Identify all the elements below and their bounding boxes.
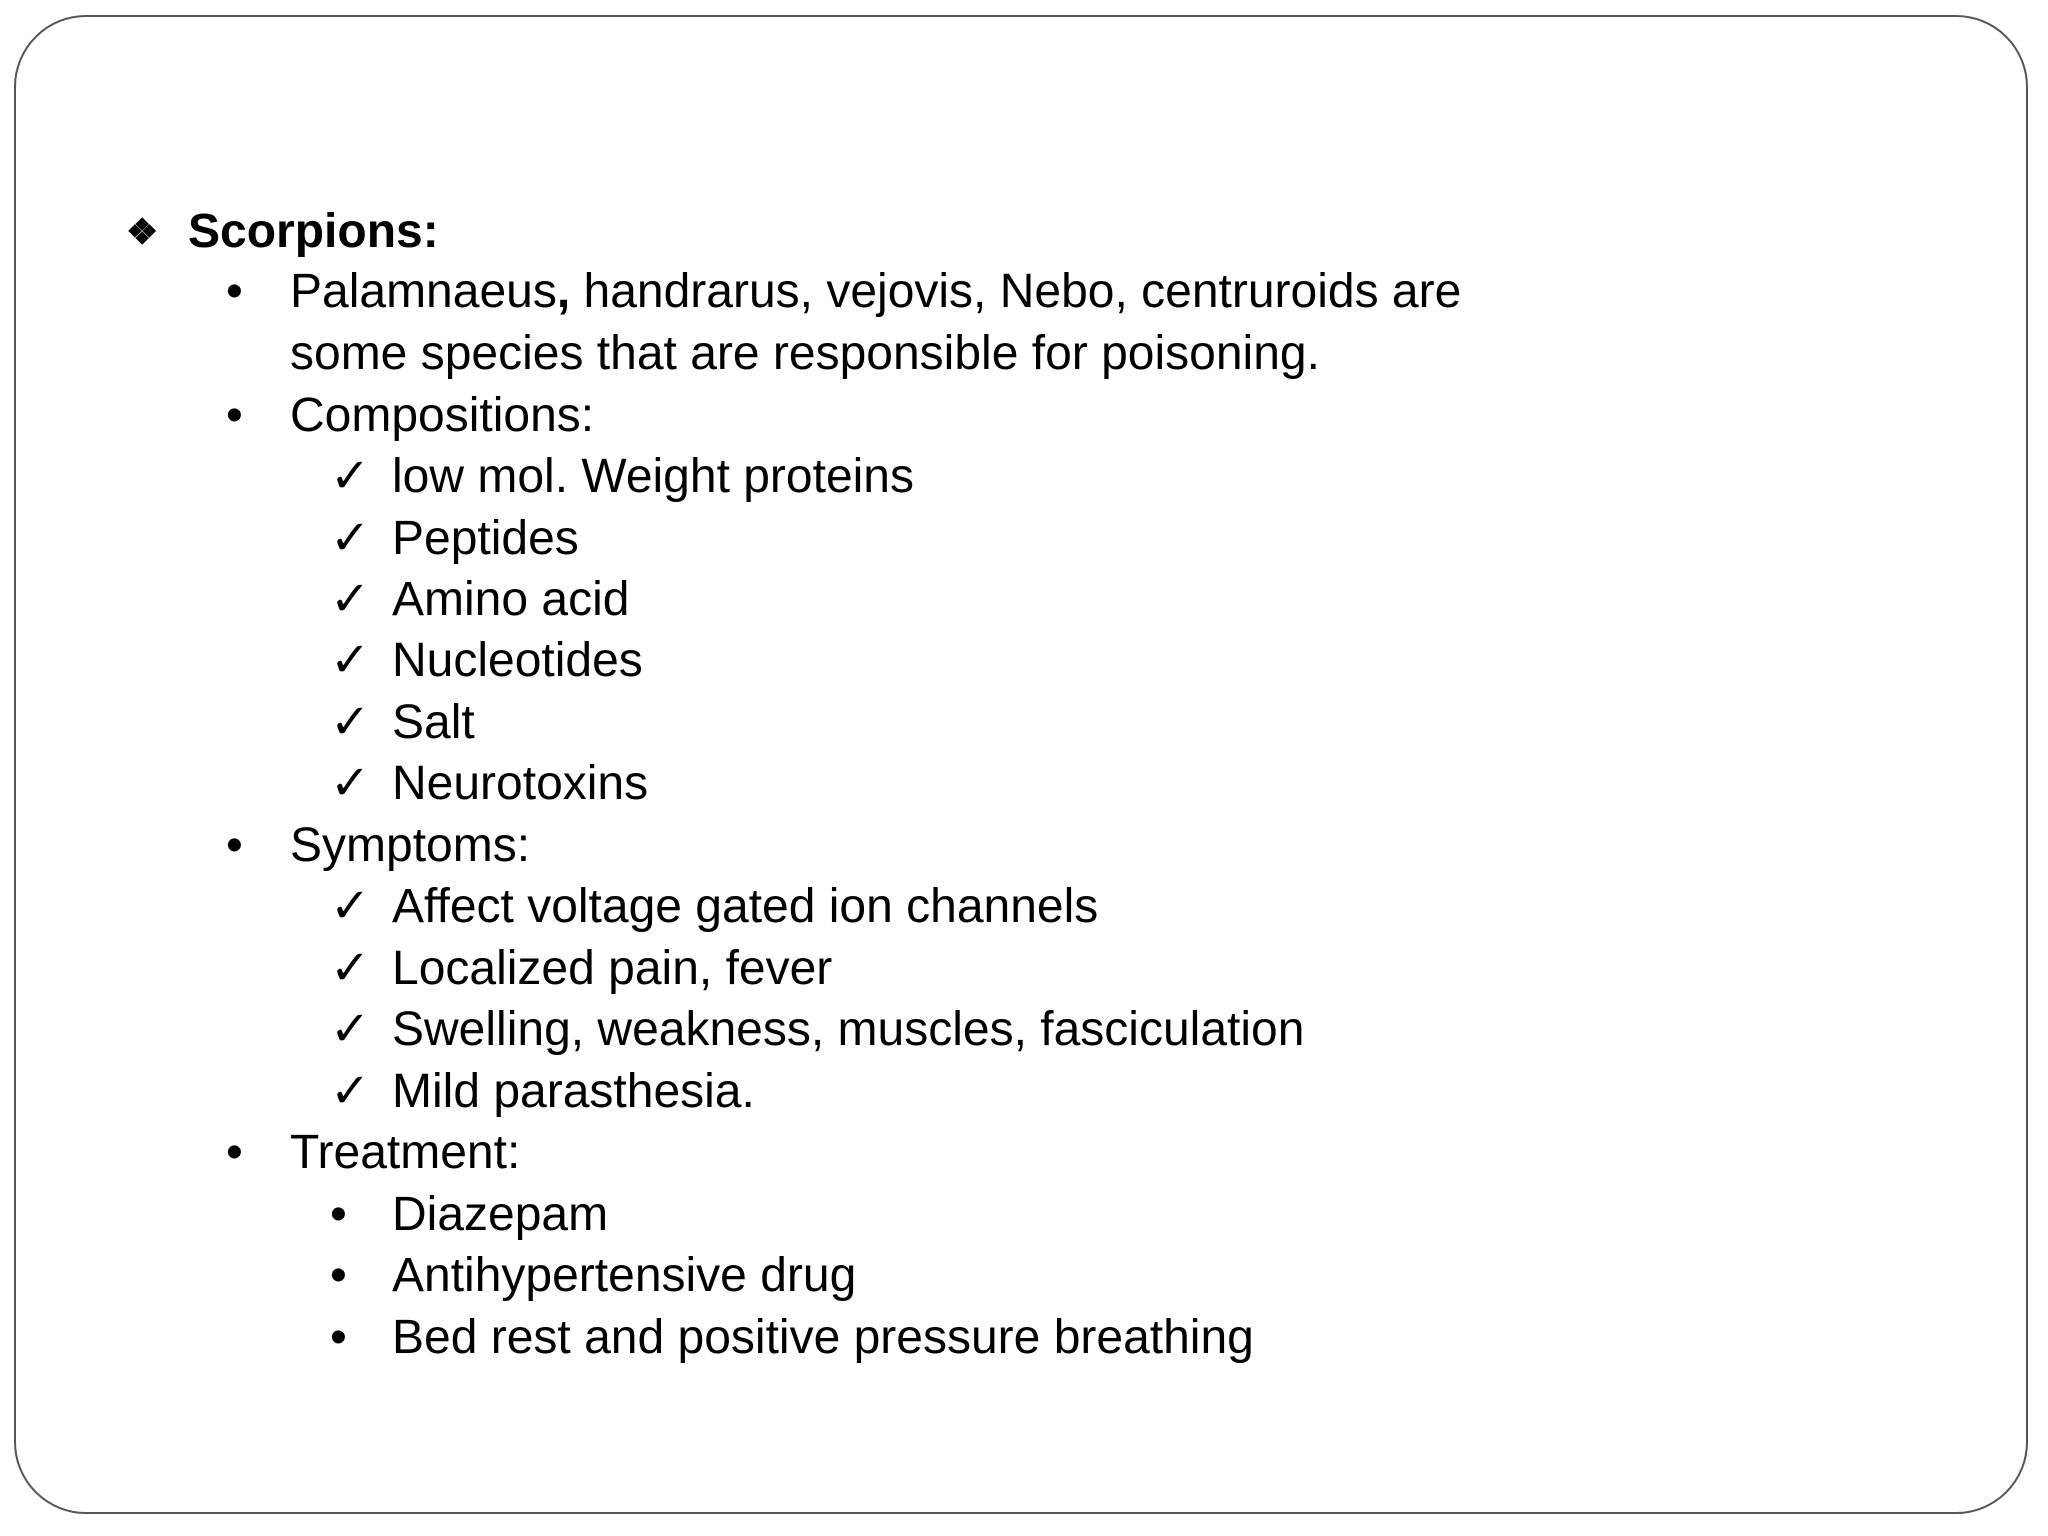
bullet-icon: • [226, 819, 243, 872]
bullet-icon: • [226, 1126, 243, 1179]
species-line-2: some species that are responsible for poisoning. [290, 327, 1320, 380]
slide-title [126, 204, 439, 260]
checkmark-icon: ✓ [330, 512, 371, 565]
species-first-word: Palamnaeus [290, 265, 557, 318]
checkmark-icon: ✓ [330, 757, 371, 810]
symptoms-heading: Symptoms: [290, 819, 531, 872]
diamond-bullet-icon: ❖ [126, 211, 159, 252]
checkmark-icon: ✓ [330, 880, 371, 933]
checkmark-icon: ✓ [330, 450, 371, 503]
symptom-item: Localized pain, fever [392, 942, 833, 995]
symptom-item: Mild parasthesia. [392, 1065, 755, 1118]
checkmark-icon: ✓ [330, 1003, 371, 1056]
checkmark-icon: ✓ [330, 942, 371, 995]
symptom-item: Swelling, weakness, muscles, fasciculation [392, 1003, 1305, 1056]
composition-item: Amino acid [392, 573, 630, 626]
checkmark-icon: ✓ [330, 634, 371, 687]
bullet-icon: • [226, 265, 243, 318]
bullet-icon: • [330, 1249, 347, 1302]
composition-item: Peptides [392, 512, 579, 565]
composition-item: Neurotoxins [392, 757, 649, 810]
species-line-1-rest: handrarus, vejovis, Nebo, centruroids are [570, 265, 1462, 318]
composition-item: Salt [392, 696, 475, 749]
compositions-heading: Compositions: [290, 389, 595, 442]
treatment-item: Diazepam [392, 1188, 609, 1241]
checkmark-icon: ✓ [330, 573, 371, 626]
treatment-heading: Treatment: [290, 1126, 521, 1179]
bullet-icon: • [330, 1311, 347, 1364]
bullet-icon: • [226, 389, 243, 442]
checkmark-icon: ✓ [330, 696, 371, 749]
bullet-icon: • [330, 1188, 347, 1241]
species-comma: , [556, 265, 571, 318]
species-line-1 [290, 264, 1461, 320]
symptom-item: Affect voltage gated ion channels [392, 880, 1099, 933]
composition-item: Nucleotides [392, 634, 643, 687]
composition-item: low mol. Weight proteins [392, 450, 914, 503]
treatment-item: Antihypertensive drug [392, 1249, 857, 1302]
checkmark-icon: ✓ [330, 1065, 371, 1118]
slide-title-text: Scorpions: [188, 205, 439, 258]
treatment-item: Bed rest and positive pressure breathing [392, 1311, 1254, 1364]
